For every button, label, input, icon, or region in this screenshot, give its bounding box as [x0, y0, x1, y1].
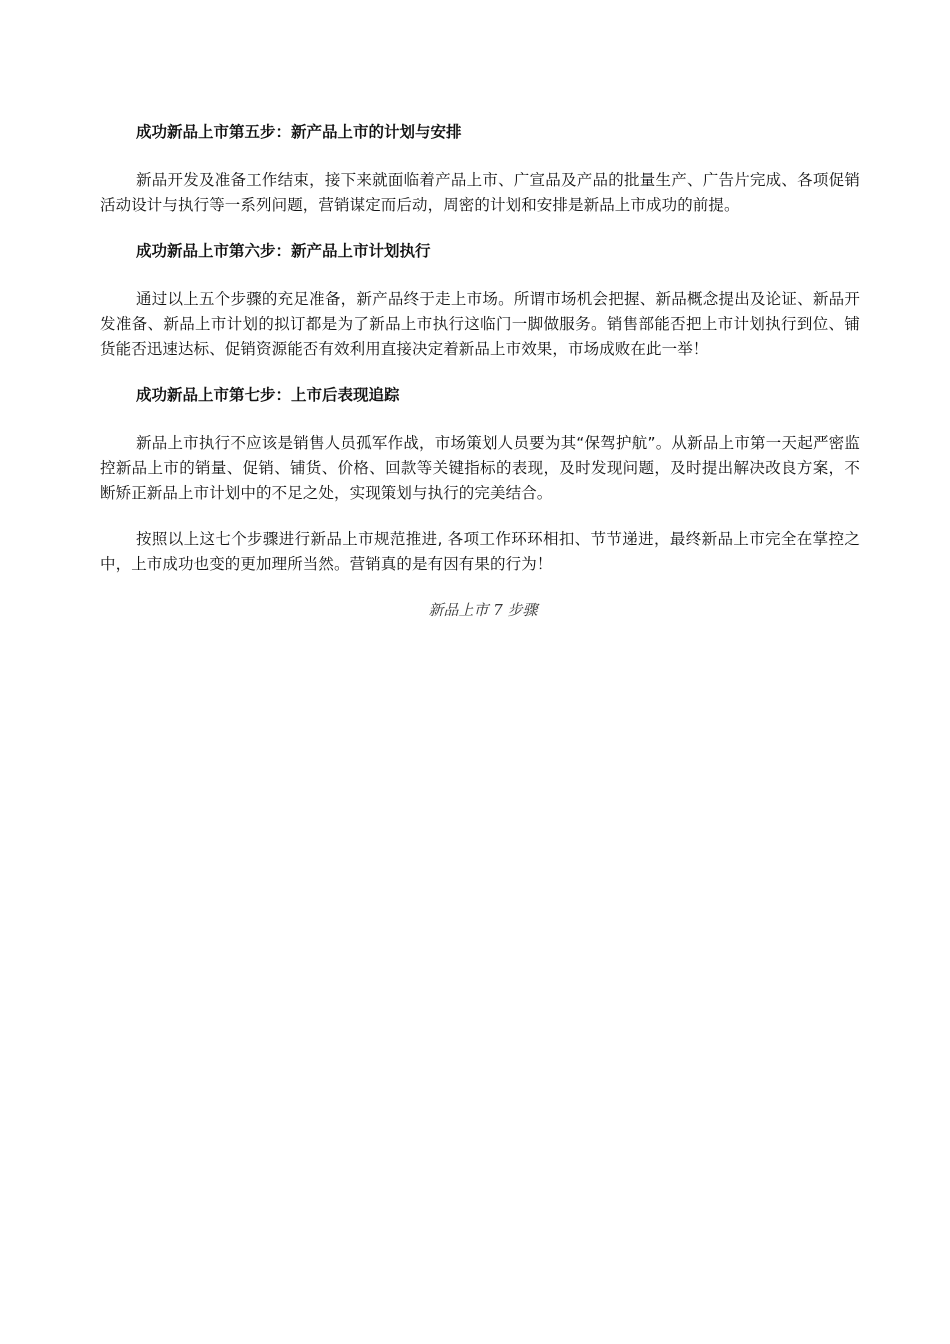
section-heading-step-6: 成功新品上市第六步：新产品上市计划执行: [136, 242, 431, 260]
document-body: [100, 120, 860, 622]
document-caption: 新品上市 7 步骤: [428, 601, 538, 619]
closing-paragraph: 按照以上这七个步骤进行新品上市规范推进, 各项工作环环相扣、节节递进，最终新品上市完全在掌控之中，上市成功也变的更加理所当然。营销真的是有因有果的行为！: [100, 530, 860, 573]
section-heading-step-5: 成功新品上市第五步：新产品上市的计划与安排: [136, 123, 462, 141]
section-paragraph-step-5: 新品开发及准备工作结束，接下来就面临着产品上市、广宣品及产品的批量生产、广告片完成、各项促销活动设计与执行等一系列问题，营销谋定而后动，周密的计划和安排是新品上市成功的前提。: [100, 171, 860, 214]
section-paragraph-step-6: 通过以上五个步骤的充足准备，新产品终于走上市场。所谓市场机会把握、新品概念提出及论证、新品开发准备、新品上市计划的拟订都是为了新品上市执行这临门一脚做服务。销售部能否把上市计划执行到位、铺货能否迅速达标、促销资源能否有效利用直接决定着新品上市效果，市场成败在此一举！: [100, 290, 860, 358]
section-paragraph-step-7: 新品上市执行不应该是销售人员孤军作战，市场策划人员要为其“保驾护航”。从新品上市第一天起严密监控新品上市的销量、促销、铺货、价格、回款等关键指标的表现，及时发现问题，及时提出解决改良方案，不断矫正新品上市计划中的不足之处，实现策划与执行的完美结合。: [100, 434, 860, 502]
section-heading-step-7: 成功新品上市第七步：上市后表现追踪: [136, 386, 400, 404]
